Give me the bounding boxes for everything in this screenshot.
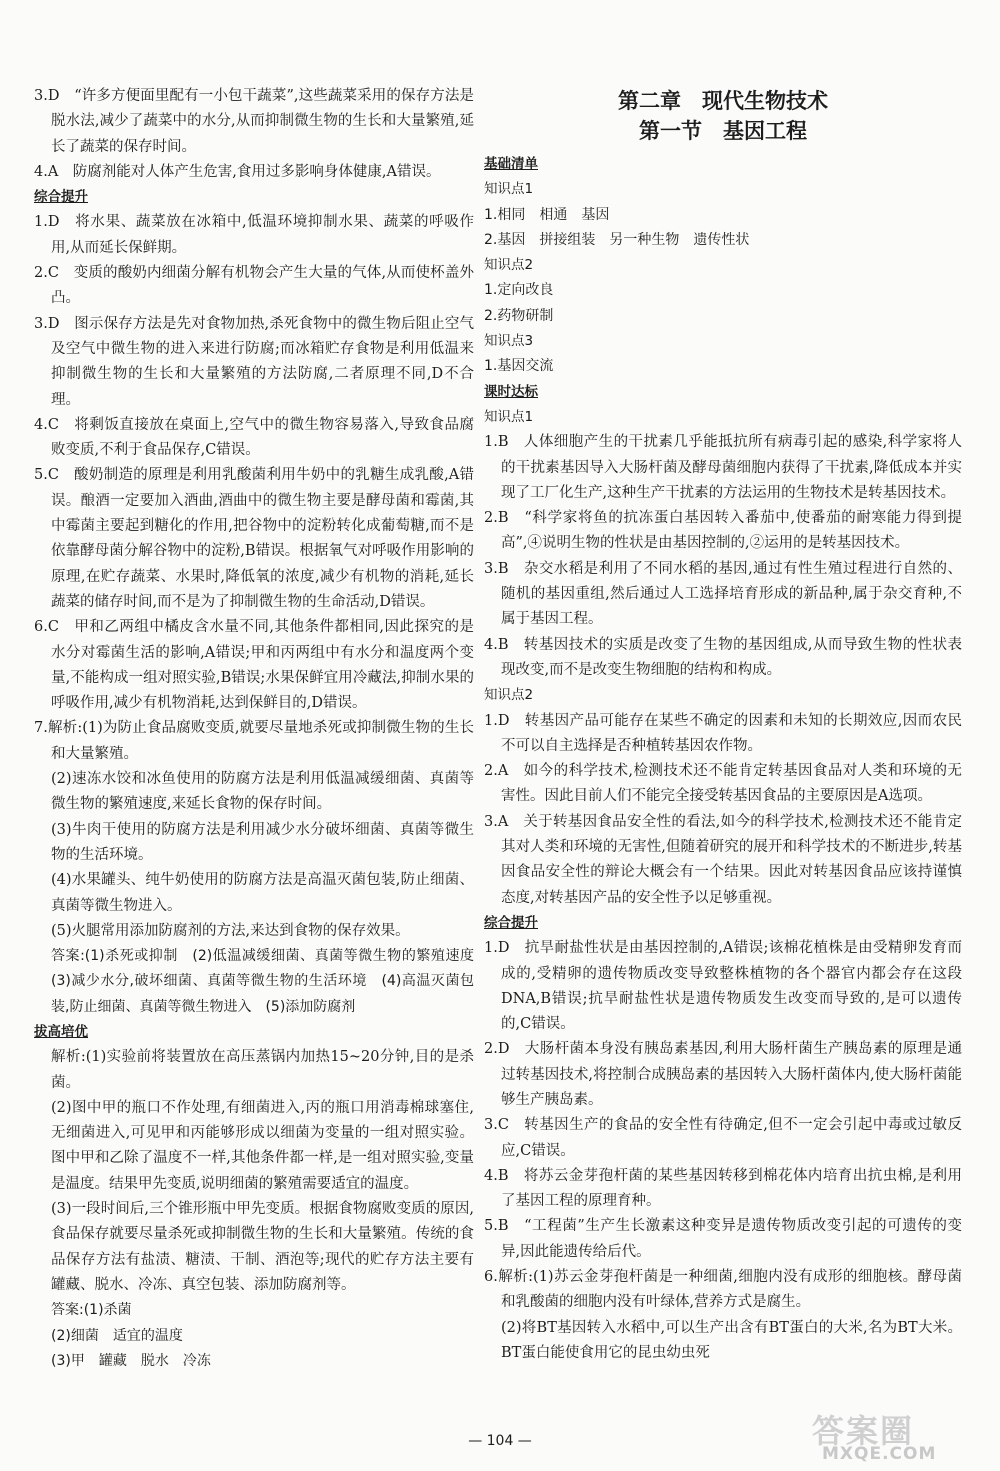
knowledge-point-label: 知识点1 (484, 408, 534, 425)
section-heading: 综合提升 (484, 914, 538, 931)
section-heading: 基础清单 (484, 156, 538, 172)
section-title: 第一节 基因工程 (639, 119, 807, 143)
answer-item: 5.C 酸奶制造的原理是利用乳酸菌利用牛奶中的乳糖生成乳酸,A错误。酿酒一定要加入酒曲,酒曲中的微生物主要是酵母菌和霉菌,其中霉菌主要起到糖化的作用,把谷物中的淀粉转化成葡萄糖,而不是依靠酵母菌分解谷物中的淀粉,B错误。根据氧气对呼吸作用影响的原理,在贮存蔬菜、水果时,降低氧的浓度,减少有机物的消耗,延长蔬菜的储存时间,而不是为了抑制微生物的生命活动,D错误。 (34, 467, 474, 610)
answer-continuation: (2)将BT基因转入水稻中,可以生产出含有BT蛋白的大米,名为BT大米。BT蛋白能使食用它的昆虫幼虫死 (501, 1319, 962, 1361)
answer-item: 3.B 杂交水稻是利用了不同水稻的基因,通过有性生殖过程进行自然的、随机的基因重组,然后通过人工选择培育形成的新品种,属于杂交育种,不属于基因工程。 (484, 560, 962, 628)
answer-item: 4.B 转基因技术的实质是改变了生物的基因组成,从而导致生物的性状表现改变,而不是改变生物细胞的结构和构成。 (484, 636, 962, 678)
answer-item: 3.D “许多方便面里配有一小包干蔬菜”,这些蔬菜采用的保存方法是脱水法,减少了蔬菜中的水分,从而抑制微生物的生长和大量繁殖,延长了蔬菜的保存时间。 (34, 88, 474, 155)
knowledge-point-label: 知识点1 (484, 181, 534, 198)
answer-key: 答案:(1)杀死或抑制 (2)低温减缓细菌、真菌等微生物的繁殖速度 (3)减少水分,破坏细菌、真菌等微生物的生活环境 (4)高温灭菌包装,防止细菌、真菌等微生物进入 (5)添加防腐剂 (51, 948, 488, 1015)
answer-item: 5.B “工程菌”生产生长激素这种变异是遗传物质改变引起的可遗传的变异,因此能遗传给后代。 (484, 1218, 962, 1260)
answer-continuation: (3)牛肉干使用的防腐方法是利用减少水分破坏细菌、真菌等微生物的生活环境。 (51, 821, 474, 863)
knowledge-point-label: 知识点3 (484, 333, 534, 350)
answer-item: 1.B 人体细胞产生的干扰素几乎能抵抗所有病毒引起的感染,科学家将人的干扰素基因导入大肠杆菌及酵母菌细胞内获得了干扰素,降低成本并实现了工厂化生产,这种生产干扰素的方法运用的生物技术是转基因技术。 (484, 434, 962, 501)
answer-line: 1.相同 相通 基因 (484, 206, 610, 223)
answer-item: 6.C 甲和乙两组中橘皮含水量不同,其他条件都相同,因此探究的是水分对霉菌生活的影响,A错误;甲和丙两组中有水分和温度两个变量,不能构成一组对照实验,B错误;水果保鲜宜用冷藏法,抑制水果的呼吸作用,减少有机物消耗,达到保鲜目的,D错误。 (34, 619, 474, 712)
watermark-logo (812, 1414, 987, 1462)
chapter-heading (484, 86, 962, 146)
answer-item: 2.B “科学家将鱼的抗冻蛋白基因转入番茄中,使番茄的耐寒能力得到提高”,④说明生物的性状是由基因控制的,②运用的是转基因技术。 (484, 510, 962, 552)
answer-item: 2.A 如今的科学技术,检测技术还不能肯定转基因食品对人类和环境的无害性。因此目前人们不能完全接受转基因食品的主要原因是A选项。 (484, 763, 962, 805)
answer-continuation: (2)图中甲的瓶口不作处理,有细菌进入,丙的瓶口用消毒棉球塞住,无细菌进入,可见甲和丙能够形成以细菌为变量的一组对照实验。图中甲和乙除了温度不一样,其他条件都一样,是一组对照实验,变量是温度。结果甲先变质,说明细菌的繁殖需要适宜的温度。 (51, 1099, 474, 1192)
knowledge-point-label: 知识点2 (484, 257, 534, 274)
answer-item: 3.C 转基因生产的食品的安全性有待确定,但不一定会引起中毒或过敏反应,C错误。 (484, 1117, 962, 1159)
answer-continuation: (5)火腿常用添加防腐剂的方法,来达到食物的保存效果。 (51, 922, 410, 939)
answer-key: (2)细菌 适宜的温度 (51, 1327, 183, 1344)
answer-continuation: (4)水果罐头、纯牛奶使用的防腐方法是高温灭菌包装,防止细菌、真菌等微生物进入。 (51, 872, 474, 914)
watermark-url: MXQE.COM (822, 1444, 937, 1464)
left-column (34, 84, 488, 1374)
answer-item: 4.B 将苏云金芽孢杆菌的某些基因转移到棉花体内培育出抗虫棉,是利用了基因工程的原理育种。 (484, 1167, 962, 1210)
answer-item: 1.D 转基因产品可能存在某些不确定的因素和未知的长期效应,因而农民不可以自主选择是否种植转基因农作物。 (484, 712, 962, 754)
answer-key: 答案:(1)杀菌 (51, 1302, 132, 1319)
watermark-text: 答案圈 (812, 1412, 915, 1450)
answer-item: 3.A 关于转基因食品安全性的看法,如今的科学技术,检测技术还不能肯定其对人类和环境的无害性,但随着研究的展开和科学技术的不断进步,转基因食品安全性的辩论大概会有一个结果。因此对转基因食品应该持谨慎态度,对转基因产品的安全性予以足够重视。 (484, 813, 962, 906)
answer-line: 1.定向改良 (484, 282, 554, 299)
answer-continuation: (2)速冻水饺和冰鱼使用的防腐方法是利用低温减缓细菌、真菌等微生物的繁殖速度,来延长食物的保存时间。 (51, 771, 474, 813)
answer-item: 4.C 将剩饭直接放在桌面上,空气中的微生物容易落入,导致食品腐败变质,不利于食品保存,C错误。 (34, 416, 474, 459)
page-number: — 104 — (468, 1433, 532, 1449)
answer-line: 2.药物研制 (484, 307, 554, 324)
answer-item: 7.解析:(1)为防止食品腐败变质,就要尽量地杀死或抑制微生物的生长和大量繁殖。 (34, 720, 474, 762)
knowledge-point-label: 知识点2 (484, 687, 534, 704)
answer-item: 1.D 抗旱耐盐性状是由基因控制的,A错误;该棉花植株是由受精卵发育而成的,受精卵的遗传物质改变导致整株植物的各个器官内都会存在这段DNA,B错误;抗旱耐盐性状是遗传物质发生改变而导致的,是可以遗传的,C错误。 (484, 940, 962, 1033)
answer-continuation: 解析:(1)实验前将装置放在高压蒸锅内加热15~20分钟,目的是杀菌。 (51, 1049, 474, 1091)
chapter-title: 第二章 现代生物技术 (618, 89, 828, 113)
section-heading: 综合提升 (34, 189, 88, 206)
answer-line: 1.基因交流 (484, 358, 554, 375)
right-column (484, 86, 962, 1366)
answer-item: 6.解析:(1)苏云金芽孢杆菌是一种细菌,细胞内没有成形的细胞核。酵母菌和乳酸菌的细胞内没有叶绿体,营养方式是腐生。 (484, 1269, 962, 1311)
answer-item: 3.D 图示保存方法是先对食物加热,杀死食物中的微生物后阻止空气及空气中微生物的进入来进行防腐;而冰箱贮存食物是利用低温来抑制微生物的生长和大量繁殖的方法防腐,二者原理不同,D不合理。 (34, 315, 474, 408)
answer-line: 2.基因 拼接组装 另一种生物 遗传性状 (484, 231, 750, 248)
answer-item: 1.D 将水果、蔬菜放在冰箱中,低温环境抑制水果、蔬菜的呼吸作用,从而延长保鲜期。 (34, 214, 474, 256)
answer-item: 4.A 防腐剂能对人体产生危害,食用过多影响身体健康,A错误。 (34, 163, 441, 180)
section-heading: 课时达标 (484, 383, 538, 400)
answer-item: 2.C 变质的酸奶内细菌分解有机物会产生大量的气体,从而使杯盖外凸。 (34, 265, 474, 307)
answer-key: (3)甲 罐藏 脱水 冷冻 (51, 1352, 211, 1369)
answer-continuation: (3)一段时间后,三个锥形瓶中甲先变质。根据食物腐败变质的原因,食品保存就要尽量杀死或抑制微生物的生长和大量繁殖。传统的食品保存方法有盐渍、糖渍、干制、酒泡等;现代的贮存方法主要有罐藏、脱水、冷冻、真空包装、添加防腐剂等。 (51, 1201, 474, 1293)
answer-item: 2.D 大肠杆菌本身没有胰岛素基因,利用大肠杆菌生产胰岛素的原理是通过转基因技术,将控制合成胰岛素的基因转入大肠杆菌体内,使大肠杆菌能够生产胰岛素。 (484, 1041, 962, 1108)
right-column-body (484, 152, 962, 1366)
section-heading: 拔高培优 (34, 1023, 88, 1040)
